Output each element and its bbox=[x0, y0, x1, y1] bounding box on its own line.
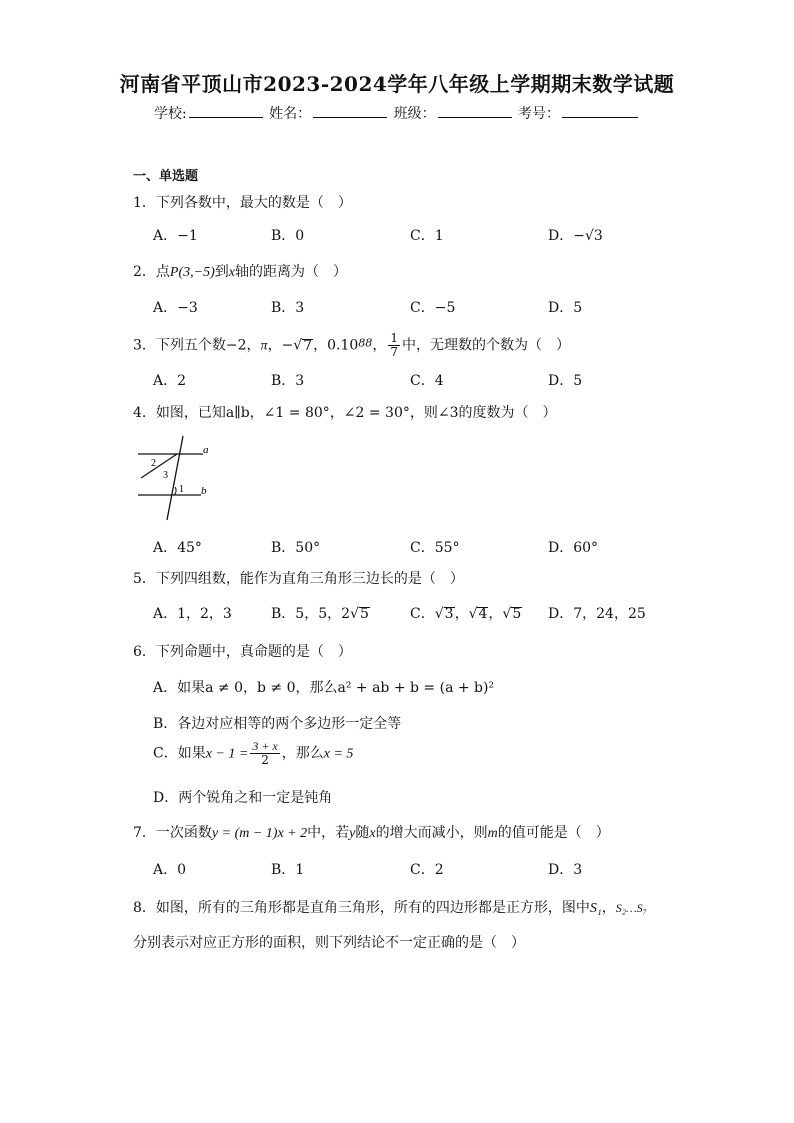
question-7-option-c: C．2 bbox=[410, 862, 444, 878]
class-label: 班级： bbox=[393, 106, 436, 122]
decimal-number: 0.10 bbox=[327, 337, 359, 354]
stem-text: 到 bbox=[214, 264, 229, 280]
question-7-stem bbox=[133, 822, 610, 842]
question-2-option-a: A．−3 bbox=[153, 300, 198, 316]
school-label: 学校: bbox=[153, 106, 187, 122]
stem-text: 的值可能是（ ） bbox=[497, 825, 610, 841]
question-5-option-d: D．7，24，25 bbox=[548, 606, 646, 622]
question-5-stem: 5．下列四组数，能作为直角三角形三边长的是（ ） bbox=[133, 571, 464, 587]
var-m: m bbox=[487, 826, 498, 841]
pi-symbol: π bbox=[260, 338, 268, 354]
question-6-option-b: B．各边对应相等的两个多边形一定全等 bbox=[153, 716, 402, 732]
point-p: P(3,−5) bbox=[169, 265, 215, 280]
stem-text: 的增大而减小，则 bbox=[375, 825, 488, 841]
separator: ， bbox=[454, 606, 469, 622]
stem-text: 随 bbox=[355, 825, 370, 841]
question-4-figure bbox=[133, 432, 213, 524]
question-2-option-b: B．3 bbox=[271, 300, 305, 316]
label-b: b bbox=[201, 485, 207, 497]
question-1-option-b: B．0 bbox=[271, 228, 305, 244]
question-2-stem bbox=[133, 261, 347, 281]
question-1-option-d bbox=[548, 225, 603, 245]
option-text: C．如果 bbox=[153, 745, 206, 762]
radicand: 4 bbox=[478, 606, 488, 622]
var-y: y bbox=[349, 826, 356, 841]
class-blank[interactable] bbox=[438, 105, 512, 118]
question-8-line-2: 分别表示对应正方形的面积，则下列结论不一定正确的是（ ） bbox=[133, 935, 525, 951]
var-x: x bbox=[369, 826, 376, 841]
stem-text: 7．一次函数 bbox=[133, 825, 212, 841]
question-3-option-a: A．2 bbox=[153, 373, 187, 389]
area-s1: S₁ bbox=[589, 901, 602, 916]
label-angle-3: 3 bbox=[163, 470, 168, 481]
function-expression: y = (m − 1)x + 2 bbox=[211, 826, 308, 841]
question-7-option-b: B．1 bbox=[271, 862, 305, 878]
label-angle-1: 1 bbox=[179, 484, 184, 495]
label-angle-2: 2 bbox=[151, 458, 156, 469]
area-range: S₂…S₇ bbox=[615, 901, 647, 915]
question-4-option-d: D．60° bbox=[548, 540, 599, 556]
question-6-option-d: D．两个锐角之和一定是钝角 bbox=[153, 790, 333, 806]
radicand: 5 bbox=[512, 606, 522, 622]
stem-text: 轴的距离为（ ） bbox=[234, 264, 347, 280]
angle-1-arc bbox=[174, 487, 176, 495]
name-label: 姓名： bbox=[269, 106, 312, 122]
question-8-line-1: 8．如图，所有的三角形都是直角三角形，所有的四边形都是正方形，图中S₁，S₂…S₇ bbox=[133, 900, 647, 916]
school-blank[interactable] bbox=[189, 105, 263, 118]
math-neg-sqrt3: −√3 bbox=[573, 228, 603, 244]
question-1-option-a: A．−1 bbox=[153, 228, 198, 244]
question-2-option-c: C．−5 bbox=[410, 300, 456, 316]
question-6-option-c bbox=[153, 740, 353, 767]
fraction-denominator: 7 bbox=[390, 345, 398, 359]
transversal-line bbox=[167, 436, 183, 520]
question-3-option-d: D．5 bbox=[548, 373, 583, 389]
question-5-option-a: A．1，2，3 bbox=[153, 606, 232, 622]
fraction-numerator: 1 bbox=[390, 331, 398, 345]
stem-text: 3．下列五个数−2， bbox=[133, 337, 261, 354]
page-title: 河南省平顶山市2023-2024学年八年级上学期期末数学试题 bbox=[119, 72, 675, 96]
question-1-stem: 1．下列各数中，最大的数是（ ） bbox=[133, 195, 352, 211]
question-4-option-c: C．55° bbox=[410, 540, 460, 556]
equation-result: x = 5 bbox=[323, 746, 354, 762]
question-5-option-c: C．√3，√4，√5 bbox=[410, 606, 522, 622]
question-3-option-b: B．3 bbox=[271, 373, 305, 389]
fraction bbox=[250, 740, 279, 767]
question-4-option-a: A．45° bbox=[153, 540, 202, 556]
exam-no-label: 考号： bbox=[518, 106, 561, 122]
stem-text: 中，若 bbox=[307, 825, 350, 841]
student-info-line bbox=[0, 103, 794, 123]
question-6-option-a: A．如果a ≠ 0，b ≠ 0，那么a² + ab + b = (a + b)² bbox=[153, 680, 495, 696]
option-label: C． bbox=[410, 606, 435, 622]
radicand: 5 bbox=[359, 606, 369, 622]
name-blank[interactable] bbox=[313, 105, 387, 118]
stem-text: 8．如图，所有的三角形都是直角三角形，所有的四边形都是正方形，图中 bbox=[133, 900, 590, 916]
stem-text: 中，无理数的个数为（ ） bbox=[401, 337, 570, 354]
minus-sign: − bbox=[281, 337, 294, 354]
question-1-option-c: C．1 bbox=[410, 228, 444, 244]
radicand: 7 bbox=[303, 337, 313, 354]
fraction-numerator: 3 + x bbox=[252, 739, 278, 753]
label-a: a bbox=[203, 444, 209, 456]
question-6-stem: 6．下列命题中，真命题的是（ ） bbox=[133, 644, 352, 660]
fraction-one-seventh bbox=[388, 332, 400, 359]
repeating-digits: 88 bbox=[358, 336, 373, 350]
option-label: D． bbox=[548, 228, 574, 244]
slanted-line bbox=[141, 454, 177, 478]
question-2-option-d: D．5 bbox=[548, 300, 583, 316]
question-5-option-b: B．5，5，2√5 bbox=[271, 606, 369, 622]
exam-no-blank[interactable] bbox=[562, 105, 638, 118]
fraction-denominator: 2 bbox=[261, 753, 269, 767]
section-heading: 一、单选题 bbox=[133, 169, 199, 184]
var-x: x bbox=[228, 265, 235, 280]
option-text: B．5，5，2 bbox=[271, 606, 351, 622]
question-7-option-d: D．3 bbox=[548, 862, 583, 878]
stem-text: 2．点 bbox=[133, 264, 170, 280]
question-3-stem: 3．下列五个数−2，π，−√7，0.10$^{88}$， $\frac{1}{7}$ 中，无理数的个数为（ ） bbox=[133, 331, 570, 359]
radicand: 3 bbox=[444, 606, 454, 622]
option-text: ，那么 bbox=[281, 745, 324, 762]
question-3-option-c: C．4 bbox=[410, 373, 444, 389]
equation-lhs: x − 1 = bbox=[205, 746, 249, 762]
question-4-stem: 4．如图，已知a∥b，∠1 = 80°，∠2 = 30°，则∠3的度数为（ ） bbox=[133, 405, 557, 421]
separator: ， bbox=[488, 606, 503, 622]
question-4-option-b: B．50° bbox=[271, 540, 321, 556]
question-7-option-a: A．0 bbox=[153, 862, 187, 878]
